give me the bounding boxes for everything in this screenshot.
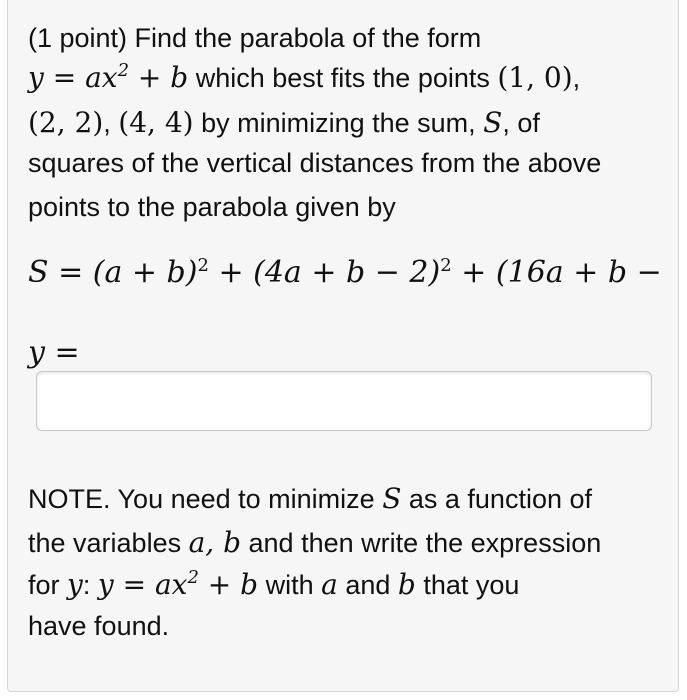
note-variable-a: a (321, 568, 338, 601)
problem-line-4: squares of the vertical distances from the above (28, 148, 602, 178)
note-variable-s: S (382, 482, 402, 515)
note-variables-ab: a, b (188, 526, 242, 559)
note-line-1: NOTE. You need to minimize S as a function of (28, 482, 592, 515)
problem-intro-text: (1 point) Find the parabola of the form (28, 23, 482, 53)
note-parabola-equation: $y = ax^2 + b$ (97, 567, 259, 601)
point-2: (2, 2) (28, 106, 104, 139)
point-1: (1, 0) (497, 61, 573, 94)
sum-of-squares-formula: $S = (a + b)^2 + (4a + b - 2)^2 + (16a + b$ − (28, 255, 662, 290)
parabola-equation: $y = ax^2 + b$ (28, 60, 189, 94)
problem-line-5: points to the parabola given by (28, 192, 396, 222)
answer-label: y = (28, 335, 80, 370)
problem-line-2: $y = ax^2 + b$ which best fits the points (1, 0), (28, 60, 581, 94)
problem-line-1 (28, 25, 481, 52)
note-line-4: have found. (28, 611, 170, 641)
point-3: (4, 4) (118, 106, 194, 139)
answer-input[interactable] (36, 371, 652, 431)
note-line-2: the variables a, b and then write the expression (28, 526, 602, 559)
variable-s: S (483, 106, 503, 139)
best-fit-text: which best fits the points (188, 63, 498, 93)
problem-card (7, 0, 679, 692)
minimize-text: by minimizing the sum, (193, 108, 484, 138)
note-variable-b: b (397, 568, 416, 601)
note-variable-y: y (67, 568, 83, 601)
note-line-3: for y: $y = ax^2 + b$ with a and b that you (28, 567, 520, 601)
problem-line-3: (2, 2), (4, 4) by minimizing the sum, S, of (28, 106, 540, 139)
